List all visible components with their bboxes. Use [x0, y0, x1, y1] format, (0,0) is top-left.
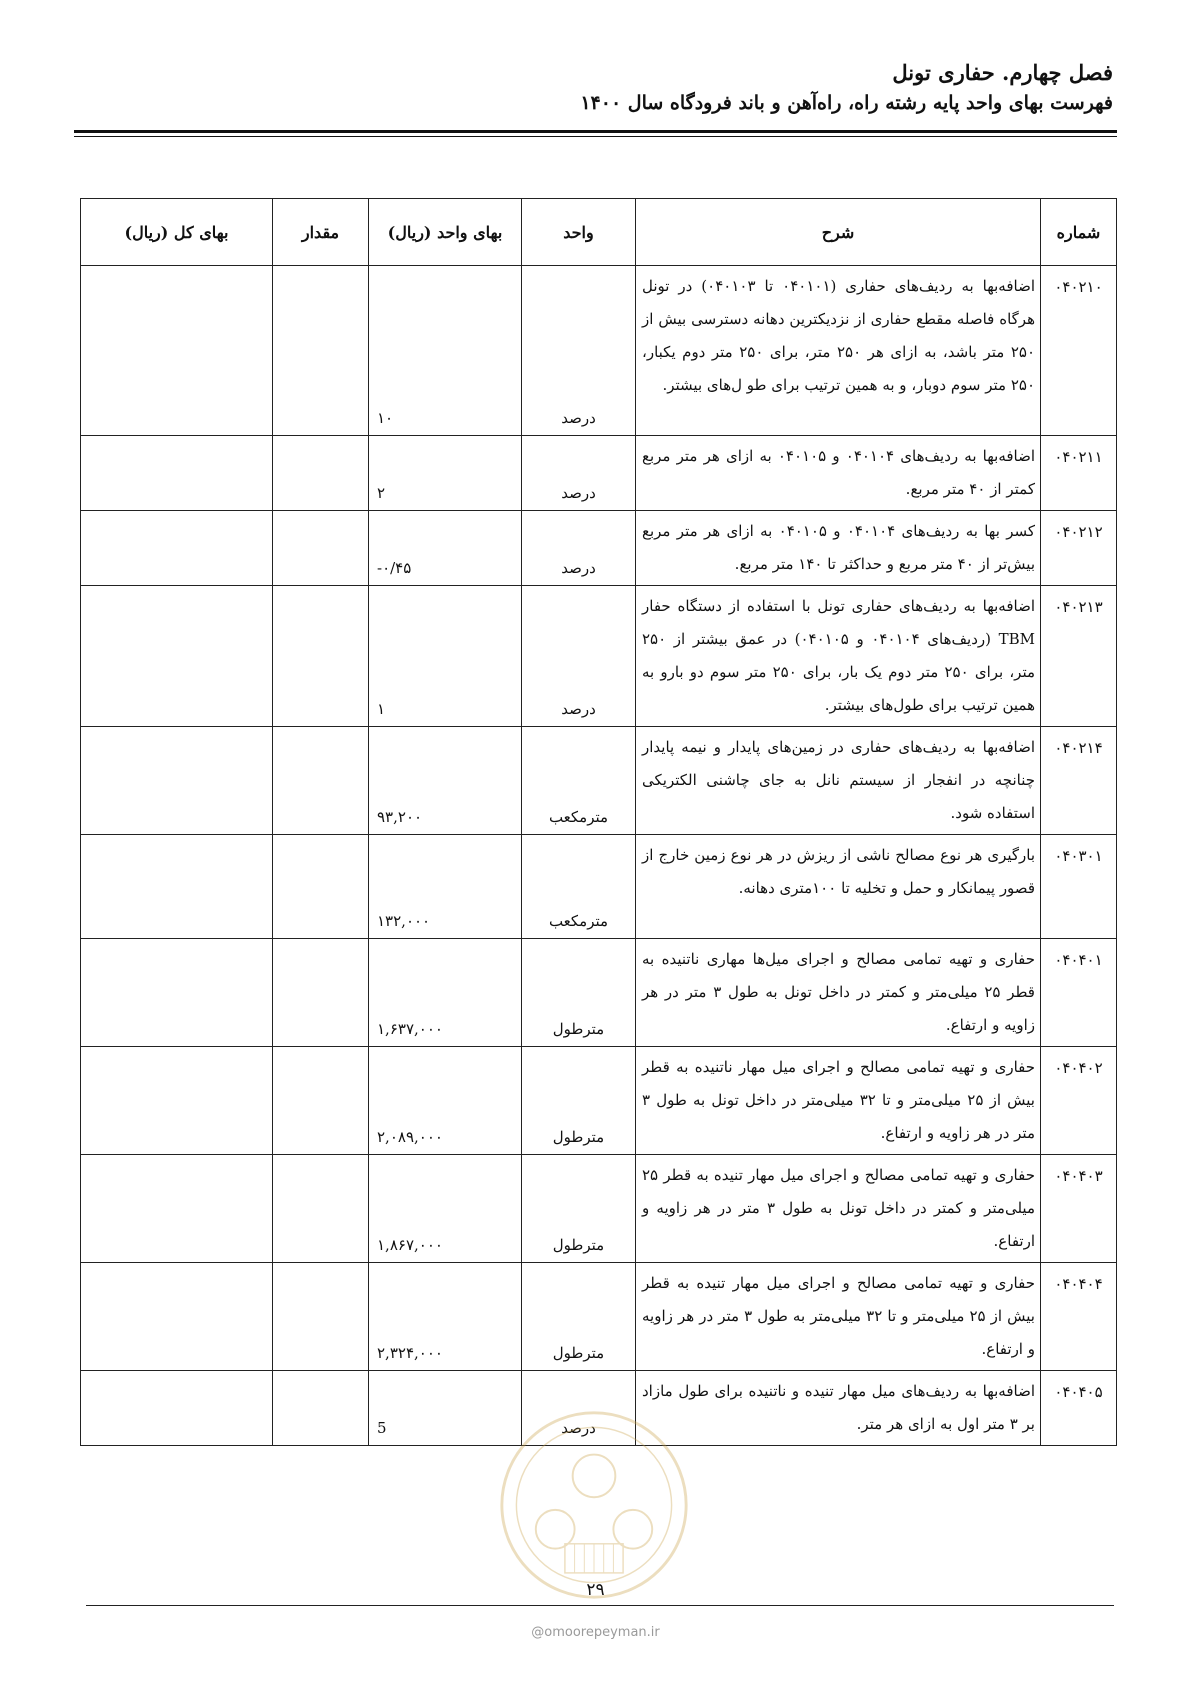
row-unit-price: ۹۳,۲۰۰: [369, 727, 522, 835]
row-unit-price: -۰/۴۵: [369, 511, 522, 586]
row-quantity: [273, 1263, 369, 1371]
footer-rule: [86, 1605, 1114, 1606]
row-number: ۰۴۰۲۱۴: [1041, 727, 1117, 835]
row-unit-price: ۱۰: [369, 266, 522, 436]
table-row: [81, 1155, 1117, 1263]
site-watermark-text: @omoorepeyman.ir: [531, 1625, 660, 1640]
row-unit-price: ۲,۰۸۹,۰۰۰: [369, 1047, 522, 1155]
col-header-quantity: مقدار: [273, 199, 369, 266]
page-header: [580, 58, 1113, 118]
row-number: ۰۴۰۲۱۰: [1041, 266, 1117, 436]
seal-watermark: [497, 1408, 691, 1602]
row-total: [81, 939, 273, 1047]
row-number: ۰۴۰۴۰۳: [1041, 1155, 1117, 1263]
row-unit: درصد: [522, 586, 636, 727]
table-row: [81, 835, 1117, 939]
row-quantity: [273, 727, 369, 835]
col-header-unit-price: بهای واحد (ریال): [369, 199, 522, 266]
row-unit: درصد: [522, 511, 636, 586]
row-unit-price: ۱,۸۶۷,۰۰۰: [369, 1155, 522, 1263]
row-unit-price: ۱۳۲,۰۰۰: [369, 835, 522, 939]
row-description: کسر بها به ردیف‌های ۰۴۰۱۰۴ و ۰۴۰۱۰۵ به ازای هر متر مربع بیش‌تر از ۴۰ متر مربع و حداکثر تا ۱۴۰ متر مربع.: [636, 511, 1041, 586]
table-row: [81, 266, 1117, 436]
table-row: [81, 511, 1117, 586]
row-number: ۰۴۰۲۱۳: [1041, 586, 1117, 727]
table-header-row: [81, 199, 1117, 266]
row-unit-price: ۱,۶۳۷,۰۰۰: [369, 939, 522, 1047]
row-description: اضافه‌بها به ردیف‌های حفاری تونل با استفاده از دستگاه حفار TBM (ردیف‌های ۰۴۰۱۰۴ و ۰۴۰۱۰۵) در عمق بیشتر از ۲۵۰ متر، برای ۲۵۰ متر دوم یک بار، برای ۲۵۰ متر سوم دو بارو به همین ترتیب برای طول‌های بیشتر.: [636, 586, 1041, 727]
row-unit: مترمکعب: [522, 727, 636, 835]
row-total: [81, 436, 273, 511]
row-description: اضافه‌بها به ردیف‌های حفاری در زمین‌های پایدار و نیمه پایدار چنانچه در انفجار از سیستم نانل به جای چاشنی الکتریکی استفاده شود.: [636, 727, 1041, 835]
row-unit-price: 5: [369, 1371, 522, 1446]
row-total: [81, 835, 273, 939]
row-total: [81, 1155, 273, 1263]
row-unit: درصد: [522, 1371, 636, 1446]
table-row: [81, 1263, 1117, 1371]
col-header-unit: واحد: [522, 199, 636, 266]
row-unit-price: ۲: [369, 436, 522, 511]
col-header-description: شرح: [636, 199, 1041, 266]
row-number: ۰۴۰۴۰۴: [1041, 1263, 1117, 1371]
page-number: ۲۹: [586, 1580, 605, 1600]
row-total: [81, 1371, 273, 1446]
row-number: ۰۴۰۲۱۲: [1041, 511, 1117, 586]
row-quantity: [273, 266, 369, 436]
table-row: [81, 727, 1117, 835]
row-quantity: [273, 1155, 369, 1263]
col-header-total: بهای کل (ریال): [81, 199, 273, 266]
row-quantity: [273, 511, 369, 586]
row-description: حفاری و تهیه تمامی مصالح و اجرای میل‌ها مهاری ناتنیده به قطر ۲۵ میلی‌متر و کمتر در داخل تونل به طول ۳ متر در هر زاویه و ارتفاع.: [636, 939, 1041, 1047]
table-row: [81, 939, 1117, 1047]
document-subtitle: فهرست بهای واحد پایه رشته راه، راه‌آهن و باند فرودگاه سال ۱۴۰۰: [580, 92, 1113, 114]
row-total: [81, 1263, 273, 1371]
row-unit: درصد: [522, 266, 636, 436]
row-number: ۰۴۰۳۰۱: [1041, 835, 1117, 939]
row-description: حفاری و تهیه تمامی مصالح و اجرای میل مهار تنیده به قطر بیش از ۲۵ میلی‌متر و تا ۳۲ میلی‌متر به طول ۳ متر در هر زاویه و ارتفاع.: [636, 1263, 1041, 1371]
row-number: ۰۴۰۴۰۲: [1041, 1047, 1117, 1155]
row-total: [81, 266, 273, 436]
row-unit: مترطول: [522, 1263, 636, 1371]
price-list-table: [80, 198, 1117, 1446]
row-unit: مترطول: [522, 1047, 636, 1155]
chapter-title: فصل چهارم. حفاری تونل: [892, 60, 1113, 85]
row-total: [81, 511, 273, 586]
row-unit: مترطول: [522, 1155, 636, 1263]
row-unit: مترمکعب: [522, 835, 636, 939]
row-unit: درصد: [522, 436, 636, 511]
col-header-number: شماره: [1041, 199, 1117, 266]
row-total: [81, 1047, 273, 1155]
row-unit: مترطول: [522, 939, 636, 1047]
row-description: اضافه‌بها به ردیف‌های میل مهار تنیده و ناتنیده برای طول مازاد بر ۳ متر اول به ازای هر متر.: [636, 1371, 1041, 1446]
row-description: بارگیری هر نوع مصالح ناشی از ریزش در هر نوع زمین خارج از قصور پیمانکار و حمل و تخلیه تا ۱۰۰متری دهانه.: [636, 835, 1041, 939]
row-quantity: [273, 835, 369, 939]
row-description: حفاری و تهیه تمامی مصالح و اجرای میل مهار ناتنیده به قطر بیش از ۲۵ میلی‌متر و تا ۳۲ میلی‌متر در داخل تونل به طول ۳ متر در هر زاویه و ارتفاع.: [636, 1047, 1041, 1155]
row-number: ۰۴۰۴۰۱: [1041, 939, 1117, 1047]
row-total: [81, 727, 273, 835]
row-quantity: [273, 1371, 369, 1446]
row-number: ۰۴۰۲۱۱: [1041, 436, 1117, 511]
row-unit-price: ۱: [369, 586, 522, 727]
row-description: اضافه‌بها به ردیف‌های حفاری (۰۴۰۱۰۱ تا ۰۴۰۱۰۳) در تونل هرگاه فاصله مقطع حفاری از نزدیکترین دهانه دسترسی بیش از ۲۵۰ متر باشد، به ازای هر ۲۵۰ متر، برای ۲۵۰ متر دوم یکبار، ۲۵۰ متر سوم دوبار، و به همین ترتیب برای طو ل‌های بیشتر.: [636, 266, 1041, 436]
row-description: اضافه‌بها به ردیف‌های ۰۴۰۱۰۴ و ۰۴۰۱۰۵ به ازای هر متر مربع‌ کمتر از ۴۰ متر مربع.: [636, 436, 1041, 511]
row-quantity: [273, 436, 369, 511]
row-description: حفاری و تهیه تمامی مصالح و اجرای میل مهار تنیده به قطر ۲۵ میلی‌متر و کمتر در داخل تونل به طول ۳ متر در هر زاویه و ارتفاع.: [636, 1155, 1041, 1263]
row-number: ۰۴۰۴۰۵: [1041, 1371, 1117, 1446]
header-rule-thick: [74, 130, 1117, 133]
table-row: [81, 586, 1117, 727]
table-row: [81, 436, 1117, 511]
row-quantity: [273, 1047, 369, 1155]
row-quantity: [273, 586, 369, 727]
header-rule-thin: [74, 136, 1117, 137]
row-total: [81, 586, 273, 727]
table-row: [81, 1047, 1117, 1155]
row-unit-price: ۲,۳۲۴,۰۰۰: [369, 1263, 522, 1371]
row-quantity: [273, 939, 369, 1047]
